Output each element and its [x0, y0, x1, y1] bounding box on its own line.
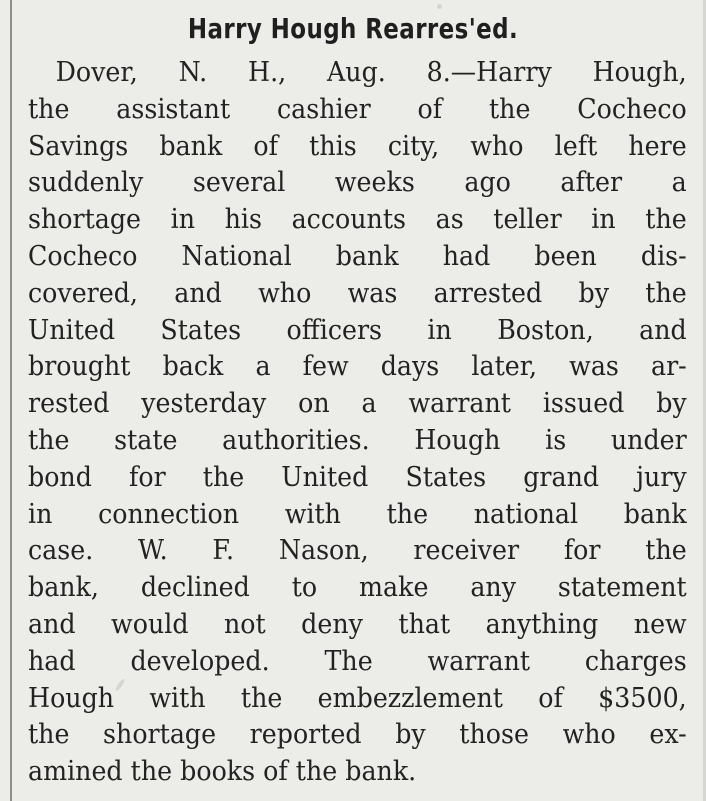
article-line: rested yesterday on a warrant issued by [28, 387, 687, 420]
article-body [28, 54, 686, 790]
article-line: Dover, N. H., Aug. 8.—Harry Hough, [55, 56, 687, 88]
article-line: bank, declined to make any statement [28, 571, 687, 604]
article-line: Cocheco National bank had been dis- [28, 239, 687, 272]
article-line: suddenly several weeks ago after a [28, 166, 687, 199]
article-line: and would not deny that anything new [28, 607, 687, 640]
article-line: amined the books of the bank. [28, 755, 417, 788]
article-line: the shortage reported by those who ex- [28, 718, 687, 751]
article-line: case. W. F. Nason, receiver for the [28, 534, 687, 567]
article-line: Hough with the embezzlement of $3500, [28, 681, 687, 714]
article-headline: Harry Hough Rearres'ed. [187, 12, 519, 45]
column-rule-left [10, 0, 12, 801]
article-line: covered, and who was arrested by the [28, 276, 687, 309]
article-line: in connection with the national bank [28, 497, 687, 530]
ink-mark [437, 4, 442, 9]
article-line: bond for the United States grand jury [28, 460, 687, 493]
article-line: Savings bank of this city, who left here [28, 129, 687, 162]
article-line: the assistant cashier of the Cocheco [28, 92, 687, 125]
article-line: shortage in his accounts as teller in the [28, 203, 687, 236]
article-line: had developed. The warrant charges [28, 644, 687, 677]
article-line: brought back a few days later, was ar- [28, 350, 687, 383]
article-line: the state authorities. Hough is under [28, 423, 687, 456]
article-line: United States officers in Boston, and [28, 313, 687, 346]
